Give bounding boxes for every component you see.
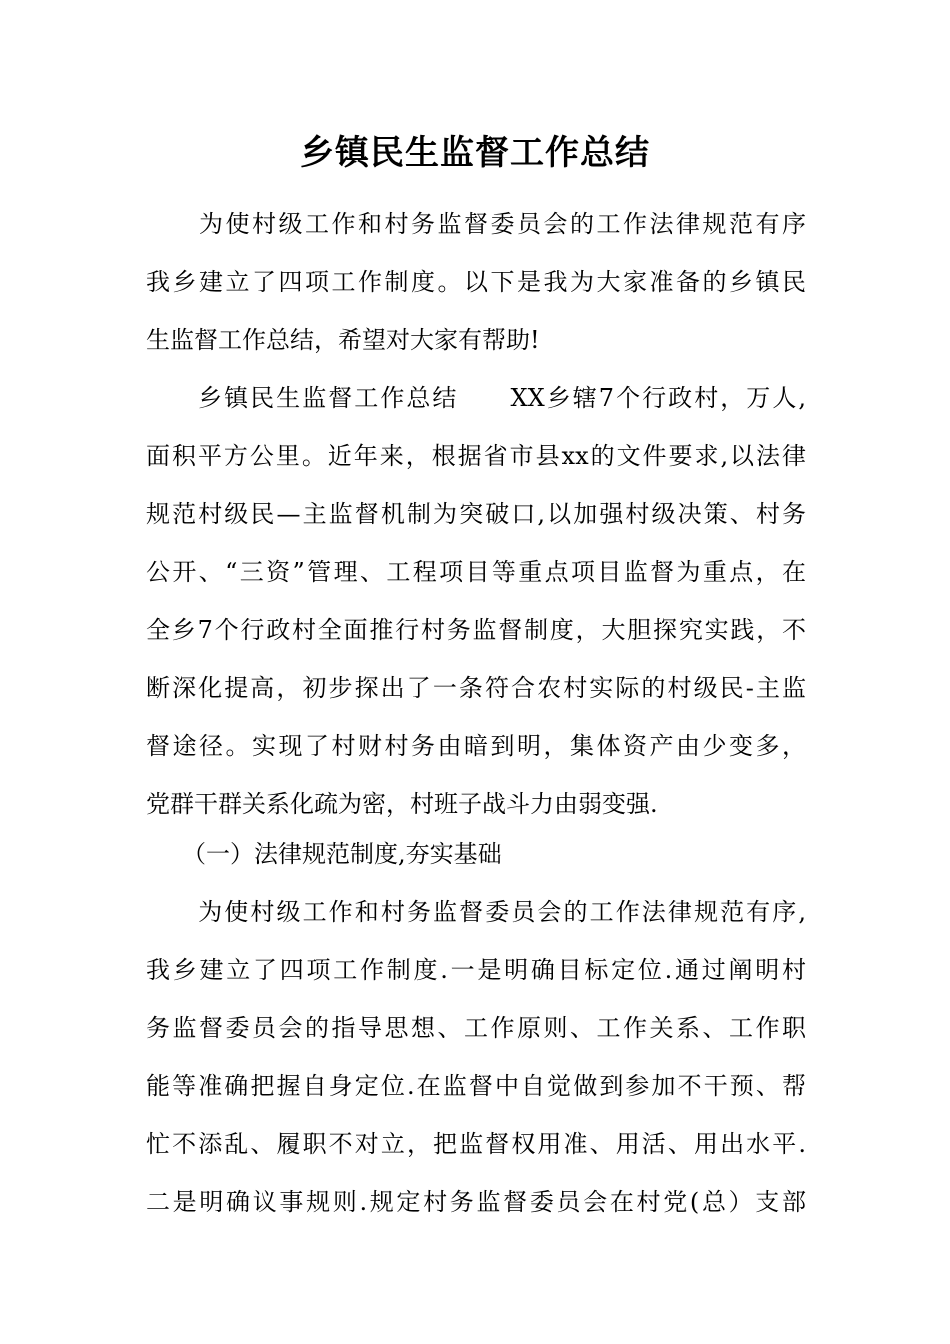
paragraph-line: 规范村级民—主监督机制为突破口,以加强村级决策、村务 [146,500,806,528]
paragraph-line: 公开、“三资”管理、工程项目等重点项目监督为重点，在 [146,558,806,586]
paragraph-line: 二是明确议事规则.规定村务监督委员会在村党(总）支部 [146,1188,806,1216]
paragraph-line: 忙不添乱、履职不对立，把监督权用准、用活、用出水平. [146,1130,806,1158]
paragraph-line: 能等准确把握自身定位.在监督中自觉做到参加不干预、帮 [146,1072,806,1100]
paragraph-line: 为使村级工作和村务监督委员会的工作法律规范有序 [146,210,806,238]
paragraph-line: 党群干群关系化疏为密，村班子战斗力由弱变强. [146,790,658,818]
document-title: 乡镇民生监督工作总结 [300,133,650,173]
section-heading: （一）法律规范制度,夯实基础 [146,840,502,868]
paragraph-line: 生监督工作总结，希望对大家有帮助! [146,326,540,354]
paragraph-line: 督途径。实现了村财村务由暗到明，集体资产由少变多， [146,732,806,760]
paragraph-line: 我乡建立了四项工作制度。以下是我为大家准备的乡镇民 [146,268,806,296]
paragraph-line: 务监督委员会的指导思想、工作原则、工作关系、工作职 [146,1014,806,1042]
paragraph-line: 面积平方公里。近年来，根据省市县xx的文件要求,以法律 [146,442,806,470]
paragraph-line: 乡镇民生监督工作总结 XX乡辖7个行政村，万人, [146,384,806,412]
paragraph-line: 为使村级工作和村务监督委员会的工作法律规范有序, [146,898,806,926]
paragraph-line: 我乡建立了四项工作制度.一是明确目标定位.通过阐明村 [146,956,806,984]
paragraph-line: 全乡7个行政村全面推行村务监督制度，大胆探究实践，不 [146,616,806,644]
paragraph-line: 断深化提高，初步探出了一条符合农村实际的村级民-主监 [146,674,806,702]
